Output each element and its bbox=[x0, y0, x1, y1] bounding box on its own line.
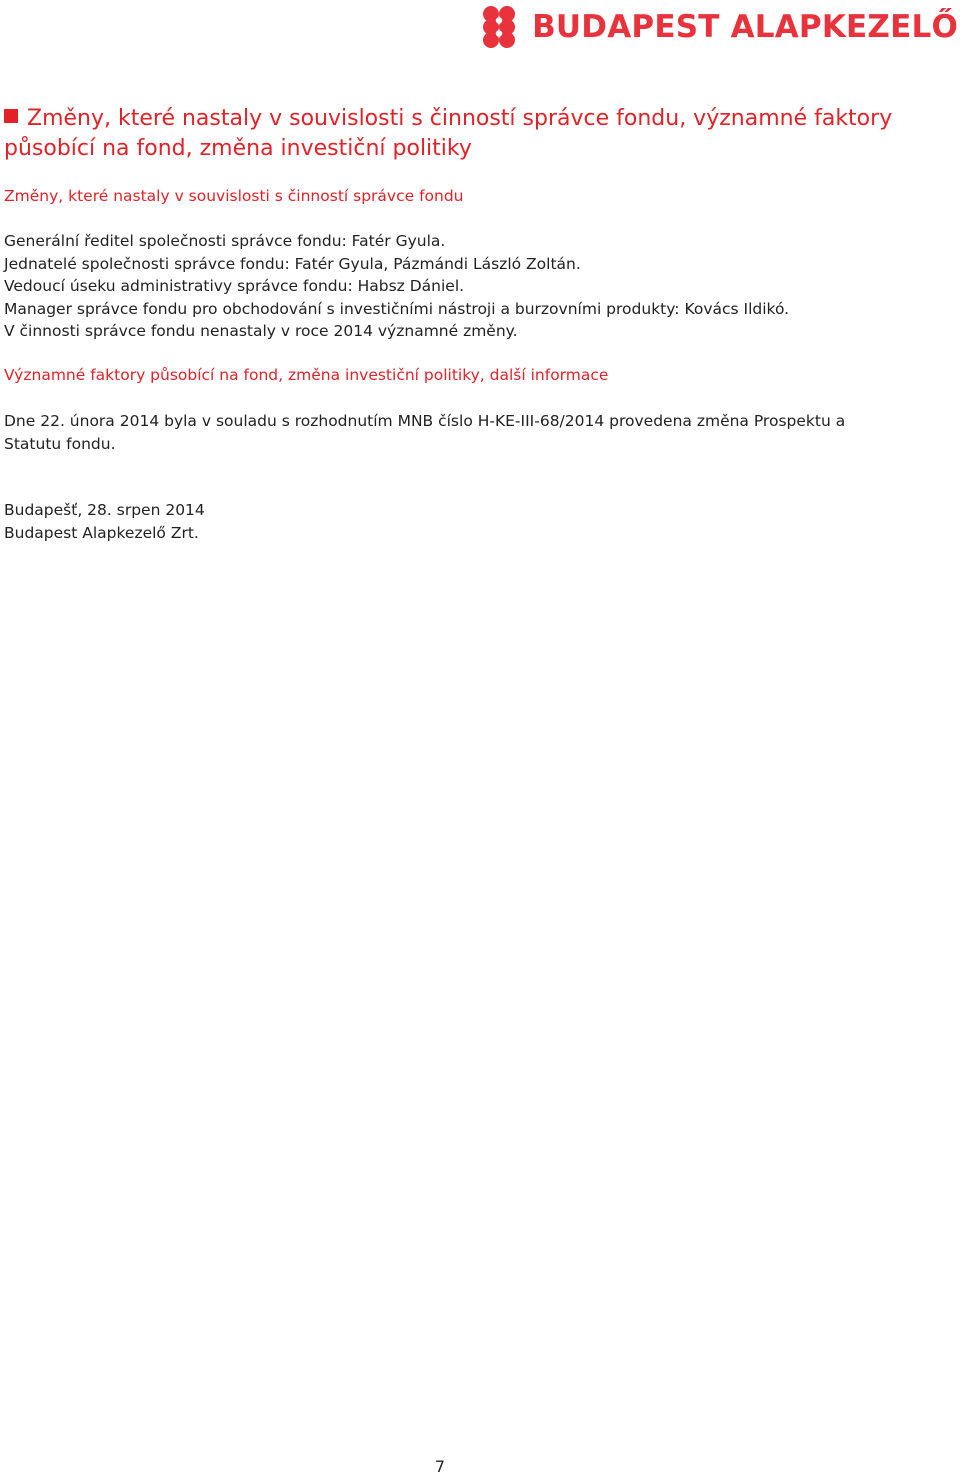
administration-head-line: Vedoucí úseku administrativy správce fondu: Habsz Dániel. bbox=[4, 277, 465, 296]
square-bullet-icon bbox=[4, 109, 18, 123]
changes-body bbox=[4, 230, 904, 343]
signature-block bbox=[4, 499, 904, 544]
no-changes-line: V činnosti správce fondu nenastaly v roce 2014 významné změny. bbox=[4, 322, 518, 341]
budapest-alapkezelo-logo-mark-icon bbox=[478, 4, 524, 50]
section-title bbox=[4, 104, 904, 164]
company-name: Budapest Alapkezelő Zrt. bbox=[4, 523, 199, 542]
company-logo bbox=[478, 4, 958, 50]
factors-heading: Významné faktory působící na fond, změna investiční politiky, další informace bbox=[4, 366, 609, 384]
page-number: 7 bbox=[434, 1457, 446, 1476]
prospectus-change-text: Dne 22. února 2014 byla v souladu s rozhodnutím MNB číslo H-KE-III-68/2014 provedena změna Prospektu a Statutu fondu. bbox=[4, 412, 846, 453]
executives-line: Jednatelé společnosti správce fondu: Fatér Gyula, Pázmándi László Zoltán. bbox=[4, 254, 581, 273]
logo-text: BUDAPEST ALAPKEZELŐ bbox=[532, 9, 958, 45]
trading-manager-line: Manager správce fondu pro obchodování s investičními nástroji a burzovními produkty: Kovács Ildikó. bbox=[4, 299, 790, 318]
section-title-text: Změny, které nastaly v souvislosti s činností správce fondu, významné faktory působící na fond, změna investiční politiky bbox=[4, 106, 893, 161]
general-director-line: Generální ředitel společnosti správce fondu: Fatér Gyula. bbox=[4, 232, 446, 250]
changes-heading: Změny, které nastaly v souvislosti s činností správce fondu bbox=[4, 187, 464, 205]
factors-body bbox=[4, 410, 884, 455]
place-date: Budapešť, 28. srpen 2014 bbox=[4, 501, 205, 519]
